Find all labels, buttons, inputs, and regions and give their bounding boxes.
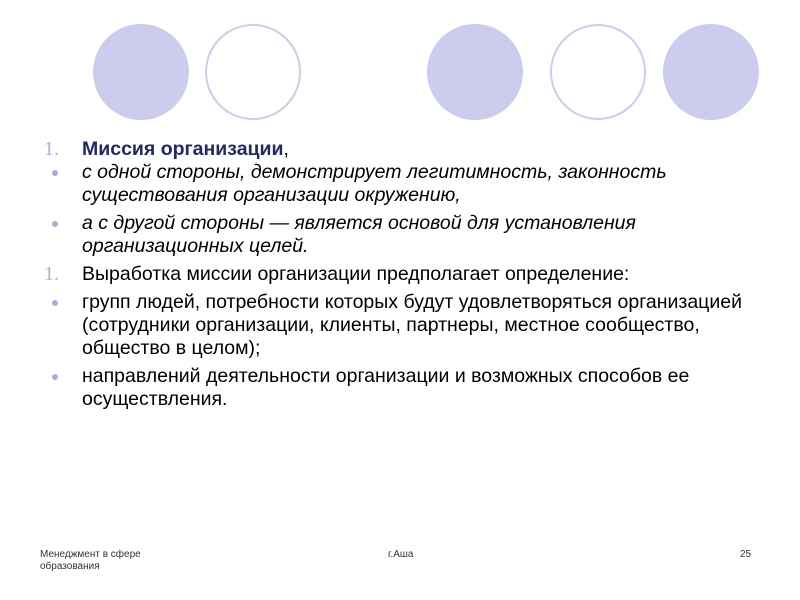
list-item-text: направлений деятельности организации и возможных способов ее осуществления. <box>82 365 690 410</box>
bullet-dot <box>52 374 58 380</box>
decor-circle-4 <box>550 24 646 120</box>
decor-circle-1 <box>93 24 189 120</box>
list-item-text: Выработка миссии организации предполагает определение: <box>82 263 630 285</box>
list-item <box>40 291 770 360</box>
footer-center: г.Аша <box>388 549 414 560</box>
decor-circle-2 <box>205 24 301 120</box>
list-item-mission-title <box>40 138 770 161</box>
list-item-text: а с другой стороны — является основой для установления организационных целей. <box>82 212 636 257</box>
list-number: 1. <box>44 138 59 160</box>
list-item-text: с одной стороны, демонстрирует легитимность, законность существования организации окружению, <box>82 161 667 206</box>
list-item <box>40 212 770 258</box>
list-item-numbered <box>40 263 770 286</box>
list-item-text: групп людей, потребности которых будут удовлетворяться организацией (сотрудники организации, клиенты, партнеры, местное сообщество, общество в целом); <box>82 291 742 359</box>
mission-title-suffix: , <box>283 138 289 160</box>
mission-title: Миссия организации <box>82 138 284 160</box>
list-item <box>40 161 770 207</box>
bullet-dot <box>52 221 58 227</box>
decor-circle-5 <box>663 24 759 120</box>
slide-content <box>40 138 770 411</box>
list-number: 1. <box>44 263 59 285</box>
list-item <box>40 365 770 411</box>
decor-circle-3 <box>427 24 523 120</box>
footer-left: Менеджмент в сфере образования <box>40 549 141 572</box>
bullet-dot <box>52 300 58 306</box>
page-number: 25 <box>740 549 752 560</box>
bullet-dot <box>52 170 58 176</box>
